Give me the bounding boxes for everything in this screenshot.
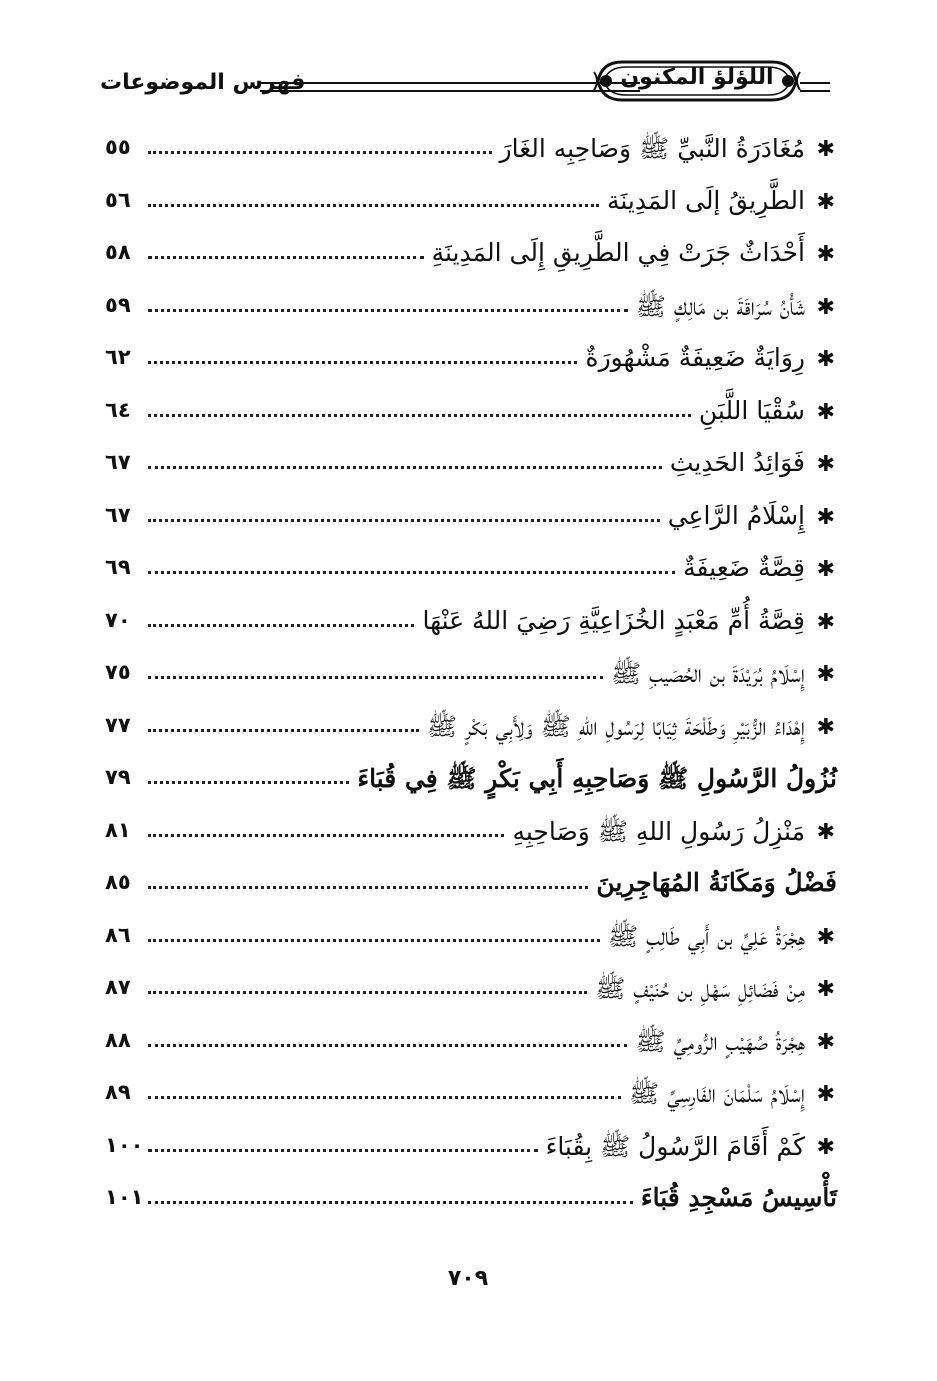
asterisk-icon: ✱ <box>816 610 835 635</box>
dot-leader <box>148 1096 621 1099</box>
toc-entry-title: قِصَّةُ أُمِّ مَعْبَدٍ الخُزَاعِيَّةِ رَضِيَ اللهُ عَنْهَا <box>422 606 805 635</box>
toc-entry-title: فَوَائِدُ الحَدِيثِ <box>669 448 805 477</box>
toc-entry <box>100 230 837 282</box>
toc-page-number: ٨٧ <box>105 975 131 999</box>
toc-entry <box>100 1123 837 1175</box>
dot-leader <box>148 256 424 259</box>
dot-leader <box>148 676 603 679</box>
asterisk-icon: ✱ <box>816 400 835 425</box>
toc-entry-title: إِسْلَامُ بُرَيْدَةَ بن الحُصَيبِ ﷺ <box>611 659 805 688</box>
toc-page-number: ٦٢ <box>105 345 131 369</box>
asterisk-icon: ✱ <box>816 1082 835 1107</box>
toc-entry-title: هِجْرَةُ صُهَيْبٍ الرُّومِيِّ ﷺ <box>635 1027 805 1056</box>
toc-entry <box>100 335 837 387</box>
toc-entry <box>100 913 837 965</box>
asterisk-icon: ✱ <box>816 662 835 687</box>
toc-page-number: ٦٧ <box>105 503 131 527</box>
dot-leader <box>148 991 587 994</box>
toc-page-number: ٧٥ <box>105 660 131 684</box>
toc-page-number: ٨٨ <box>105 1028 131 1052</box>
toc-page-number: ٨٥ <box>105 870 131 894</box>
toc-entry-title: إِسْلَامُ الرَّاعِي <box>667 501 805 530</box>
dot-leader <box>148 414 691 417</box>
dot-leader <box>148 204 599 207</box>
toc-page-number: ٧٩ <box>105 765 131 789</box>
toc-entry <box>100 755 837 807</box>
toc-page-number: ٨٩ <box>105 1080 131 1104</box>
toc-page-number: ٦٤ <box>105 398 131 422</box>
toc-page-number: ٥٩ <box>105 293 131 317</box>
toc-page-number: ٦٧ <box>105 450 131 474</box>
asterisk-icon: ✱ <box>816 1135 835 1160</box>
toc-entry <box>100 388 837 440</box>
toc-entry-title: إِهْدَاءُ الزُّبَيْرِ وَطَلْحَةَ ثِيَابًا لِرَسُولِ اللهِ ﷺ وَلِأَبِي بَكْرٍ ﷺ <box>426 712 805 741</box>
toc-entry <box>100 283 837 335</box>
book-title-cartouche <box>592 52 802 110</box>
dot-leader <box>148 1044 627 1047</box>
toc-entry-title: هِجْرَةُ عَلِيِّ بن أَبِي طَالِبٍ ﷺ <box>607 922 805 951</box>
asterisk-icon: ✱ <box>816 820 835 845</box>
toc-page-number: ٥٨ <box>105 240 131 264</box>
toc-entry-title: قِصَّةٌ ضَعِيفَةٌ <box>683 553 805 582</box>
asterisk-icon: ✱ <box>816 452 835 477</box>
asterisk-icon: ✱ <box>816 715 835 740</box>
page-header <box>100 52 830 112</box>
toc-entry-title: فَضْلُ وَمَكَانَةُ المُهَاجِرِينَ <box>596 868 837 897</box>
toc-entry <box>100 1070 837 1122</box>
asterisk-icon: ✱ <box>816 1030 835 1055</box>
toc-entry-title: شَأْنُ سُرَاقَةَ بن مَالِكٍ ﷺ <box>635 292 805 321</box>
asterisk-icon: ✱ <box>816 347 835 372</box>
toc-entry-title: الطَّرِيقُ إلَى المَدِينَة <box>606 186 805 215</box>
toc-entry-title: نُزُولُ الرَّسُولِ ﷺ وَصَاحِبِهِ أَبِي بَكْرٍ ﷺ فِي قُبَاءَ <box>357 764 837 793</box>
toc-entry <box>100 598 837 650</box>
dot-leader <box>148 886 588 889</box>
toc-entry <box>100 440 837 492</box>
dot-leader <box>148 939 600 942</box>
asterisk-icon: ✱ <box>816 190 835 215</box>
toc-page-number: ٨١ <box>105 818 131 842</box>
toc-entry <box>100 1018 837 1070</box>
toc-entry <box>100 493 837 545</box>
toc-entry <box>100 703 837 755</box>
toc-page-number: ١٠٠ <box>105 1133 144 1157</box>
toc-entry-title: كَمْ أَقَامَ الرَّسُولُ ﷺ بِقُبَاءَ <box>545 1132 805 1161</box>
toc-page-number: ١٠١ <box>105 1185 144 1209</box>
toc-entry <box>100 965 837 1017</box>
toc-entry <box>100 125 837 177</box>
dot-leader <box>148 834 504 837</box>
toc-entry <box>100 808 837 860</box>
asterisk-icon: ✱ <box>816 295 835 320</box>
toc-entry-title: أَحْدَاثٌ جَرَتْ فِي الطَّرِيقِ إِلَى المَدِينَةِ <box>431 238 805 267</box>
toc-entry-title: إِسْلَامُ سَلْمَانَ الفَارِسِيِّ ﷺ <box>629 1079 805 1108</box>
dot-leader <box>148 624 414 627</box>
asterisk-icon: ✱ <box>816 977 835 1002</box>
toc-entry <box>100 1175 837 1227</box>
toc-entry-title: رِوَايَةٌ ضَعِيفَةٌ مَشْهُورَةٌ <box>585 343 805 372</box>
dot-leader <box>148 466 662 469</box>
toc-entry <box>100 650 837 702</box>
toc-page-number: ٥٦ <box>105 188 131 212</box>
asterisk-icon: ✱ <box>816 137 835 162</box>
dot-leader <box>148 309 628 312</box>
dot-leader <box>148 729 419 732</box>
toc-page-number: ٧٧ <box>105 713 131 737</box>
toc-entry-title: مِنْ فَضَائِلِ سَهْلِ بن حُنَيْفٍ ﷺ <box>595 974 805 1003</box>
asterisk-icon: ✱ <box>816 557 835 582</box>
toc-entry <box>100 178 837 230</box>
page-number: ٧٠٩ <box>447 1266 489 1291</box>
asterisk-icon: ✱ <box>816 505 835 530</box>
toc-entry-title: مَنْزِلُ رَسُولِ اللهِ ﷺ وَصَاحِبِهِ <box>512 817 805 846</box>
dot-leader <box>148 519 660 522</box>
dot-leader <box>148 1201 633 1204</box>
dot-leader <box>148 1149 538 1152</box>
toc-page-number: ٨٦ <box>105 923 131 947</box>
header-rule-right <box>800 82 830 92</box>
toc-entry-title: مُغَادَرَةُ النَّبيِّ ﷺ وَصَاحِبِه الغَارَ <box>499 134 805 163</box>
toc-entry-title: سُقْيَا اللَّبَنِ <box>698 396 805 425</box>
toc-entry <box>100 860 837 912</box>
section-title: فهرس الموضوعات <box>100 70 306 95</box>
dot-leader <box>148 571 675 574</box>
toc-page-number: ٥٥ <box>105 135 131 159</box>
dot-leader <box>148 781 349 784</box>
dot-leader <box>148 151 492 154</box>
header-rule-left <box>260 82 640 92</box>
toc-page-number: ٦٩ <box>105 555 131 579</box>
toc-entry <box>100 545 837 597</box>
book-title: اللؤلؤ المكنون <box>620 65 774 90</box>
toc-page-number: ٧٠ <box>105 608 131 632</box>
dot-leader <box>148 361 577 364</box>
toc-entry-title: تَأْسِيسُ مَسْجِدِ قُبَاءَ <box>640 1183 837 1212</box>
asterisk-icon: ✱ <box>816 242 835 267</box>
asterisk-icon: ✱ <box>816 925 835 950</box>
